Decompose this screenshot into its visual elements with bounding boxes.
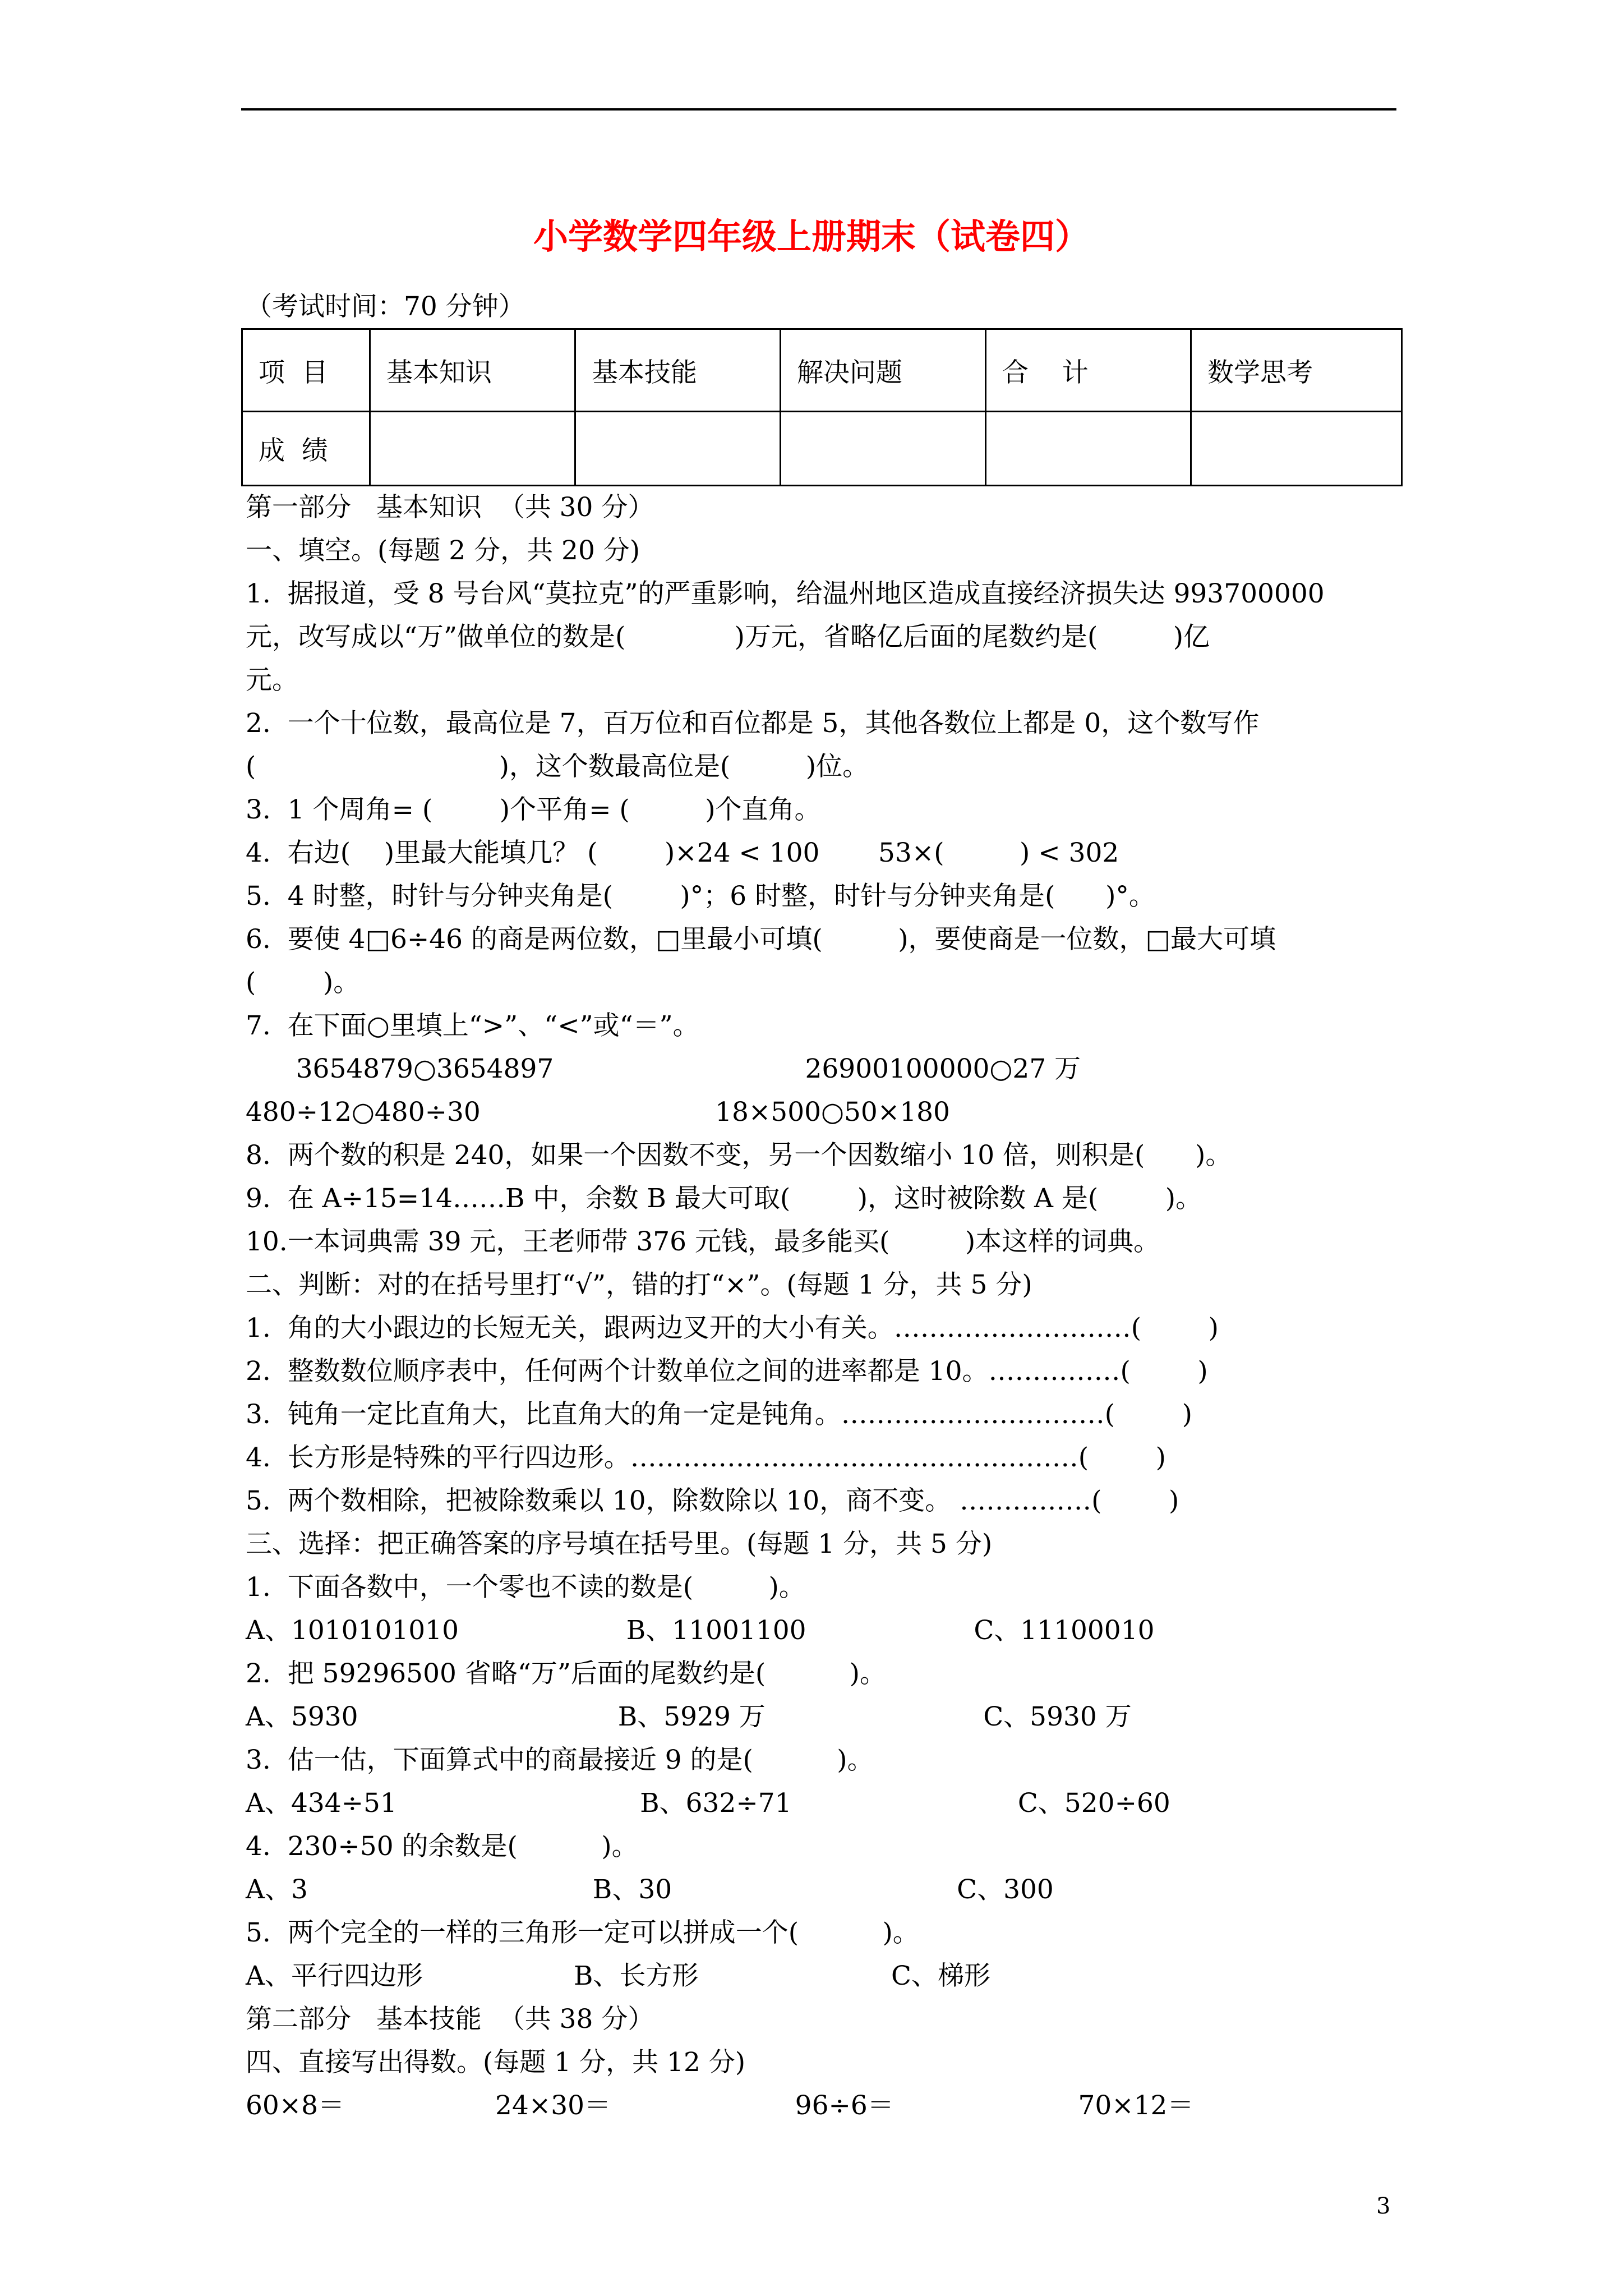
- question-line: 2. 整数数位顺序表中，任何两个计数单位之间的进率都是 10。……………( ): [246, 1356, 1208, 1387]
- choice-options: A、3 B、30 C、300: [246, 1874, 1054, 1905]
- question-heading: 四、直接写出得数。(每题 1 分，共 12 分): [246, 2047, 746, 2078]
- score-table-header: 数学思考: [1191, 329, 1402, 412]
- question-line: 1. 角的大小跟边的长短无关，跟两边叉开的大小有关。………………………( ): [246, 1313, 1219, 1343]
- question-line: 3654879○3654897 26900100000○27 万: [246, 1053, 1081, 1084]
- question-line: 5. 两个完全的一样的三角形一定可以拼成一个( )。: [246, 1917, 919, 1948]
- question-heading: 二、判断：对的在括号里打“√”，错的打“×”。(每题 1 分，共 5 分): [246, 1269, 1032, 1300]
- question-heading: 一、填空。(每题 2 分，共 20 分): [246, 535, 640, 566]
- score-table-header: 基本技能: [575, 329, 781, 412]
- score-cell[interactable]: [370, 412, 575, 486]
- score-cell[interactable]: [575, 412, 781, 486]
- question-line: 元。: [246, 665, 298, 696]
- score-table: [241, 328, 1403, 486]
- score-cell[interactable]: [986, 412, 1191, 486]
- question-line: 6. 要使 4□6÷46 的商是两位数，□里最小可填( )，要使商是一位数，□最大可填: [246, 924, 1276, 955]
- question-line: ( )。: [246, 967, 360, 998]
- question-line: 4. 长方形是特殊的平行四边形。……………………………………………( ): [246, 1442, 1166, 1473]
- score-cell[interactable]: [781, 412, 986, 486]
- score-table-header: 基本知识: [370, 329, 575, 412]
- question-line: 3. 估一估，下面算式中的商最接近 9 的是( )。: [246, 1745, 874, 1775]
- question-line: 7. 在下面○里填上“>”、“<”或“＝”。: [246, 1010, 699, 1041]
- score-table-header: 合 计: [986, 329, 1191, 412]
- choice-options: A、1010101010 B、11001100 C、11100010: [246, 1615, 1155, 1646]
- question-line: 480÷12○480÷30 18×500○50×180: [246, 1097, 950, 1128]
- top-rule: [241, 108, 1396, 111]
- question-line: 4. 右边( )里最大能填几？ ( )×24 < 100 53×( ) < 302: [246, 838, 1119, 868]
- page-number: 3: [1376, 2193, 1391, 2219]
- question-line: ( )，这个数最高位是( )位。: [246, 751, 869, 782]
- question-line: 1. 据报道，受 8 号台风“莫拉克”的严重影响，给温州地区造成直接经济损失达 993700000: [246, 578, 1325, 609]
- question-line: 5. 4 时整，时针与分钟夹角是( )°；6 时整，时针与分钟夹角是( )°。: [246, 881, 1155, 912]
- question-line: 2. 把 59296500 省略“万”后面的尾数约是( )。: [246, 1658, 886, 1689]
- choice-options: A、5930 B、5929 万 C、5930 万: [246, 1701, 1132, 1732]
- choice-options: A、平行四边形 B、长方形 C、梯形: [246, 1961, 990, 1991]
- choice-options: A、434÷51 B、632÷71 C、520÷60: [246, 1788, 1170, 1819]
- score-table-header: 解决问题: [781, 329, 986, 412]
- score-table-header-row: [242, 329, 1402, 412]
- question-line: 3. 1 个周角= ( )个平角= ( )个直角。: [246, 794, 821, 825]
- question-line: 10.一本词典需 39 元，王老师带 376 元钱，最多能买( )本这样的词典。: [246, 1226, 1160, 1257]
- section-heading: 第二部分 基本技能 （共 38 分）: [246, 2004, 654, 2035]
- page-title: 小学数学四年级上册期末（试卷四）: [533, 216, 1090, 257]
- score-table-score-row: [242, 412, 1402, 486]
- question-line: 1. 下面各数中，一个零也不读的数是( )。: [246, 1572, 805, 1603]
- question-line: 2. 一个十位数，最高位是 7，百万位和百位都是 5，其他各数位上都是 0，这个数写作: [246, 708, 1260, 739]
- question-line: 60×8＝ 24×30＝ 96÷6＝ 70×12＝: [246, 2090, 1194, 2121]
- question-heading: 三、选择：把正确答案的序号填在括号里。(每题 1 分，共 5 分): [246, 1529, 993, 1559]
- question-line: 8. 两个数的积是 240，如果一个因数不变，另一个因数缩小 10 倍，则积是( )。: [246, 1140, 1232, 1171]
- score-cell[interactable]: [1191, 412, 1402, 486]
- score-row-label: 成 绩: [242, 412, 370, 486]
- question-line: 5. 两个数相除，把被除数乘以 10，除数除以 10，商不变。 ……………( ): [246, 1485, 1179, 1516]
- question-line: 元，改写成以“万”做单位的数是( )万元，省略亿后面的尾数约是( )亿: [246, 622, 1210, 652]
- section-heading: 第一部分 基本知识 （共 30 分）: [246, 492, 654, 523]
- question-line: 4. 230÷50 的余数是( )。: [246, 1831, 638, 1862]
- question-line: 3. 钝角一定比直角大，比直角大的角一定是钝角。…………………………( ): [246, 1399, 1192, 1430]
- score-table-header: 项 目: [242, 329, 370, 412]
- exam-time: （考试时间：70 分钟）: [246, 291, 525, 322]
- question-line: 9. 在 A÷15=14……B 中，余数 B 最大可取( )，这时被除数 A 是( )。: [246, 1183, 1202, 1214]
